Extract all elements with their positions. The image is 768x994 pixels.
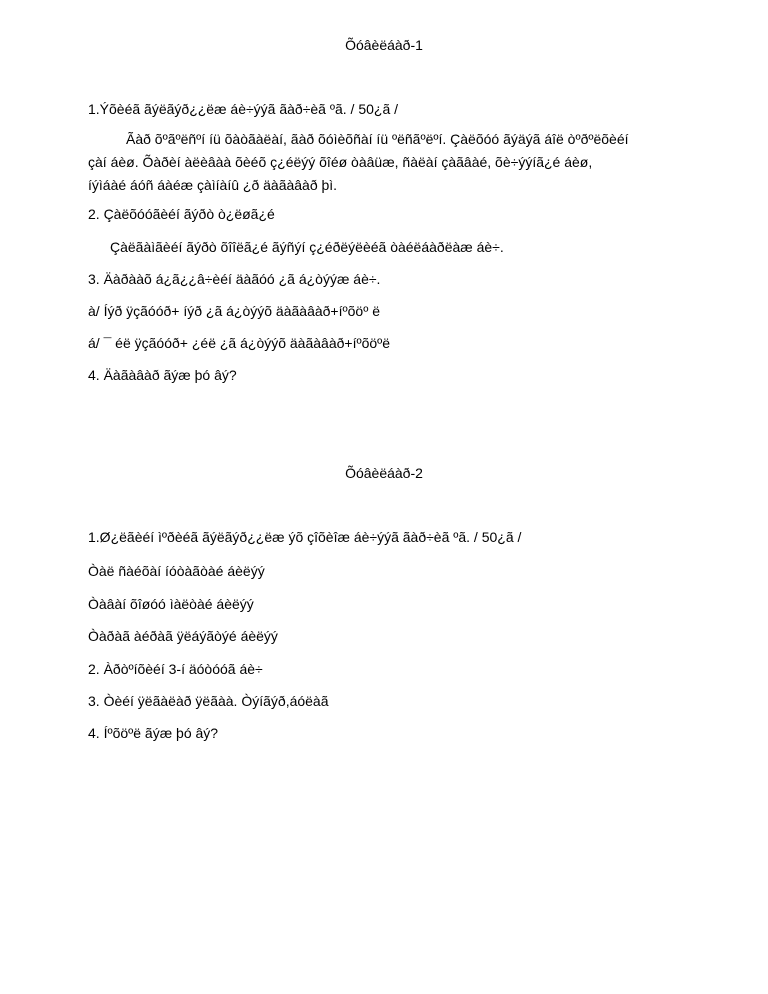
- section1-question-4: 4. Äàãàâàð ãýæ þó âý?: [88, 367, 237, 383]
- section2-item-2: Òàâàí õîøóó ìàëòàé áèëýý: [88, 596, 254, 612]
- section1-question-2-prompt: Çàëãàìãèéí ãýðò õîîëã¿é ãýñýí ç¿éðëýëèéã òàéëáàðëàæ áè÷.: [110, 239, 504, 255]
- section1-question-1: 1.Ýõèéã ãýëãýð¿¿ëæ áè÷ýýã ãàð÷èã ºã. / 50¿ã /: [88, 101, 399, 117]
- section1-paragraph-line-1: Ãàð õºãºëñºí íü õàòãàëàí, ãàð õóìèõñàí íü ºëñãºëºí. Çàëõóó ãýäýã áîë òºðºëõèéí: [126, 131, 629, 147]
- section1-question-3: 3. Äàðààõ á¿ã¿¿â÷èéí äàãóó ¿ã á¿òýýæ áè÷.: [88, 271, 381, 287]
- section1-question-2: 2. Çàëõóóãèéí ãýðò ò¿ëøã¿é: [88, 206, 275, 222]
- section2-heading: Õóâèëáàð-2: [345, 465, 423, 481]
- section2-question-3: 3. Òèéí ÿëãàëàð ÿëãàà. Òýíãýð,áóëàã: [88, 693, 329, 709]
- section2-question-2: 2. Àðòºíõèéí 3-í äóòóóã áè÷: [88, 661, 263, 677]
- section2-question-1: 1.Ø¿ëãèéí ìºðèéã ãýëãýð¿¿ëæ ýõ çîõèîæ áè÷ýýã ãàð÷èã ºã. / 50¿ã /: [88, 529, 522, 545]
- section1-question-3-a: à/ Íýð ÿçãóóð+ íýð ¿ã á¿òýýõ äàãàâàð+íºõöº ë: [88, 303, 380, 319]
- section2-item-1: Òàë ñàéõàí íóòàãòàé áèëýý: [88, 563, 265, 579]
- section1-paragraph-line-2: çàí áèø. Õàðèí àëèâàà õèéõ ç¿éëýý õîéø òàâüæ, ñàëàí çàãâàé, õè÷ýýíã¿é áèø,: [88, 154, 593, 170]
- section1-heading: Õóâèëáàð-1: [345, 37, 423, 53]
- section1-paragraph-line-3: íýìáàé áóñ áàéæ çàìíàíû ¿ð äàãàâàð þì.: [88, 177, 338, 193]
- section2-item-3: Òàðàã àéðàã ÿëáýãòýé áèëýý: [88, 628, 278, 644]
- section1-question-3-b: á/ ¯ éë ÿçãóóð+ ¿éë ¿ã á¿òýýõ äàãàâàð+íºõöºë: [88, 335, 391, 351]
- section2-question-4: 4. Íºõöºë ãýæ þó âý?: [88, 725, 219, 741]
